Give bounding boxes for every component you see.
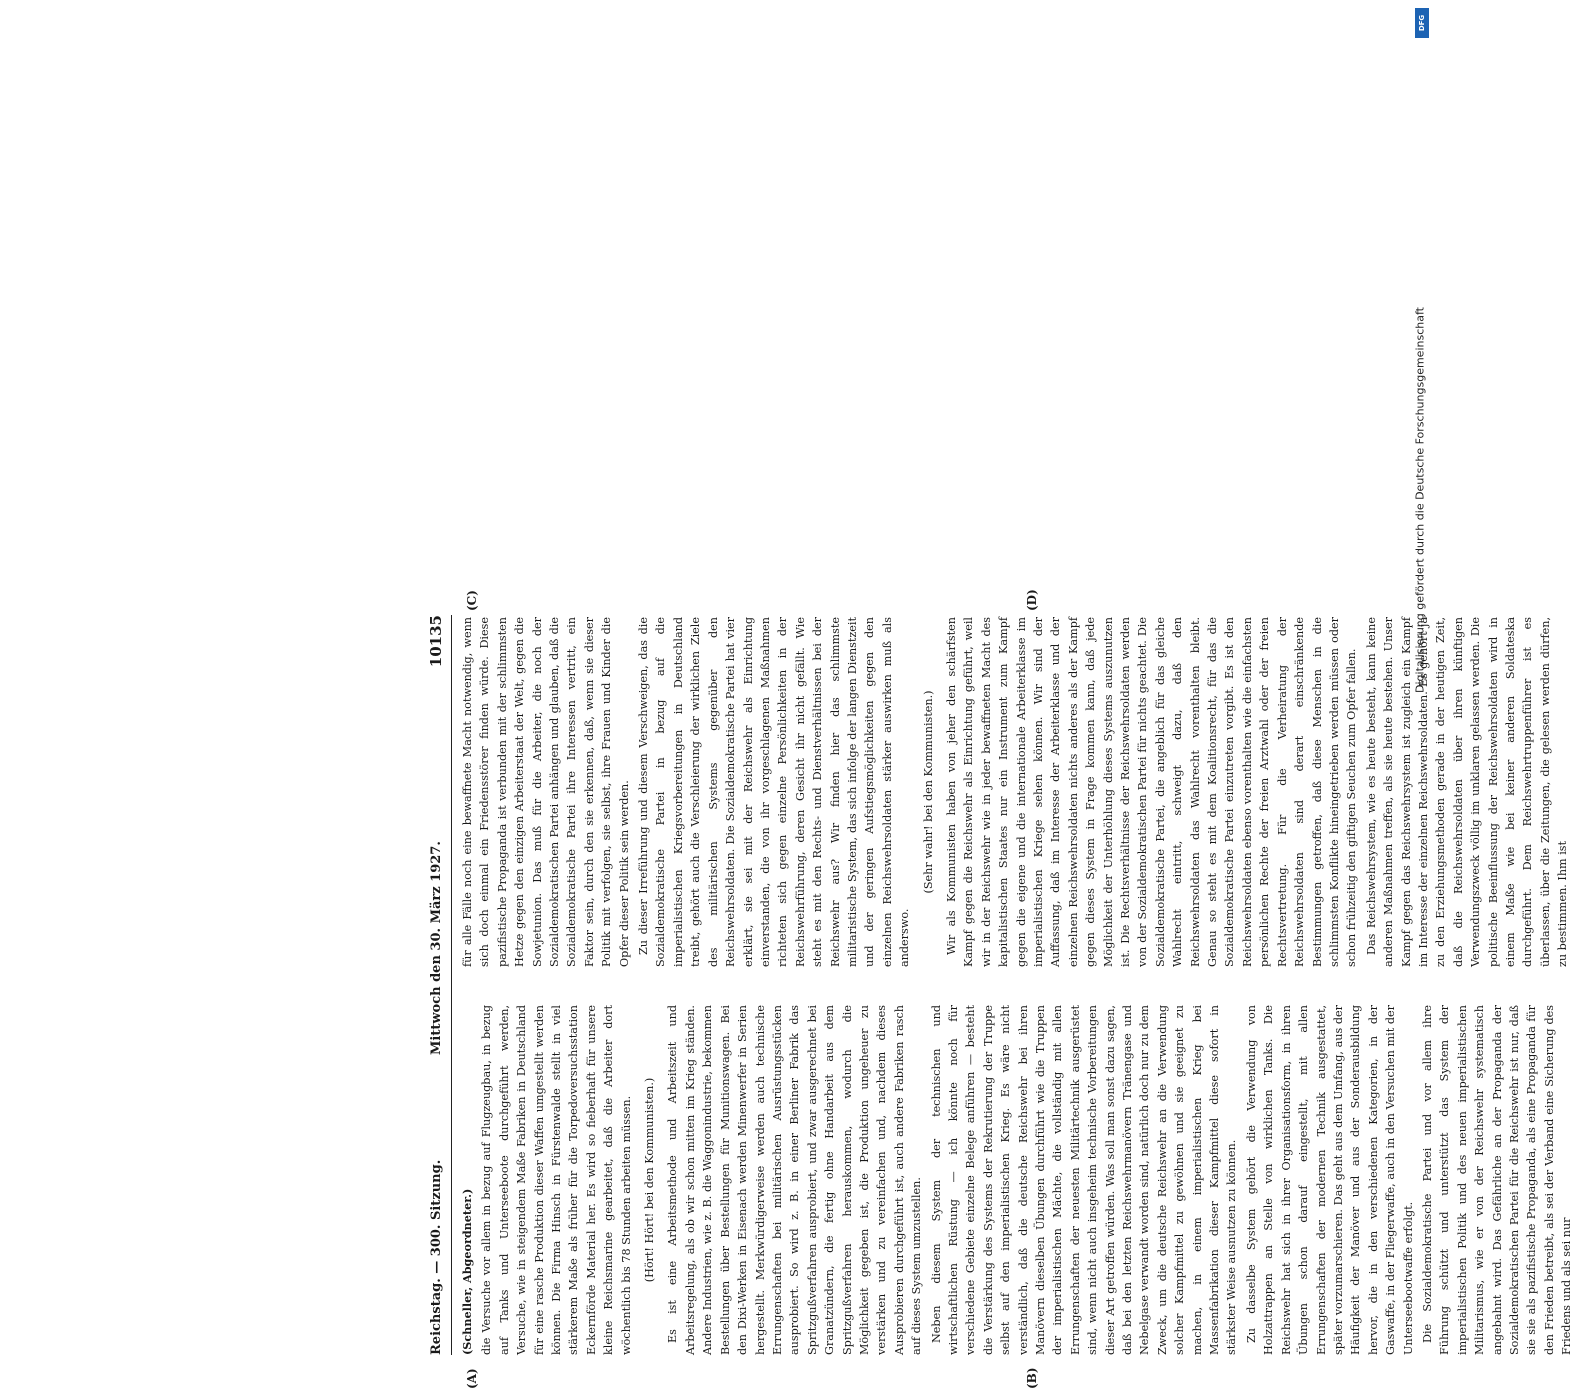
margin-letter-b: (B)	[1025, 1367, 1039, 1389]
margin-letter-c: (C)	[465, 590, 479, 611]
page-header	[425, 615, 452, 1355]
left-paragraph: Neben diesem System der technischen und wirtschaftlichen Rüstung — ich könnte noch für verschiedene Gebiete einzelne Belege anführen — besteht die Verstärkung des Systems der Rekrutierung der Truppe selbst auf den imperialistischen Krieg. Es wäre nicht verständlich, daß die deutsche Reichswehr bei ihren Manövern dieselben Übungen durchführt wie die Truppen der imperialistischen Mächte, die vollständig mit allen Errungenschaften der neuesten Militärtechnik ausgerüstet sind, wenn nicht auch insgeheim technische Vorbereitungen dieser Art getroffen würden. Was soll man sonst dazu sagen, daß bei den letzten Reichswehrmanövern Tränengase und Nebelgase verwandt worden sind, natürlich doch nur zu dem Zweck, um die deutsche Reichswehr an die Verwendung solcher Kampfmittel zu gewöhnen und sie geeignet zu machen, in einem imperialistischen Krieg bei Massenfabrikation dieser Kampfmittel diese sofort in stärkster Weise ausnutzen zu können.	[929, 1005, 1239, 1355]
right-paragraph: Wir als Kommunisten haben von jeher den schärfsten Kampf gegen die Reichswehr als Einrichtung geführt, weil wir in der Reichswehr wie in jeder bewaffneten Macht des kapitalistischen Staates nur ein Instrument zum Kampf gegen die eigene und die internationale Arbeiterklasse im imperialistischen Kriege sehen können. Wir sind der Auffassung, daß im Interesse der Arbeiterklasse und der einzelnen Reichswehrsoldaten nichts anderes als der Kampf gegen dieses System in Frage kommen kann, daß jede Möglichkeit der Unterhöhlung dieses Systems auszunutzen ist. Die Rechtsverhältnisse der Reichswehrsoldaten werden von der Sozialdemokratischen Partei für nichts geachtet. Die Sozialdemokratische Partei, die angeblich für das gleiche Wahlrecht eintritt, schweigt dazu, daß den Reichswehrsoldaten das Wahlrecht vorenthalten bleibt. Genau so steht es mit dem Koalitionsrecht, für das die Sozialdemokratische Partei einzutreten vorgibt. Es ist den Reichswehrsoldaten ebenso vorenthalten wie die einfachsten persönlichen Rechte der freien Arztwahl oder der freien Rechtsvertretung. Für die Verheiratung der Reichswehrsoldaten sind derart einschränkende Bestimmungen getroffen, daß diese Menschen in die schlimmsten Konflikte hineingetrieben werden müssen oder schon frühzeitig den giftigen Seuchen zum Opfer fallen.	[944, 617, 1359, 967]
page-number: 10135	[427, 615, 445, 668]
page-content	[425, 589, 1574, 1389]
margin-letter-a: (A)	[465, 1368, 479, 1389]
digitization-credit-text: Digitalisierung gefördert durch die Deutsche Forschungsgemeinschaft	[1413, 307, 1427, 693]
interjection: (Hört! Hört! bei den Kommunisten.)	[643, 1077, 657, 1283]
right-paragraph: für alle Fälle noch eine bewaffnete Macht notwendig, wenn sich doch einmal ein Friedensstörer finden würde. Diese pazifistische Propaganda ist verbunden mit der schlimmsten Hetze gegen den einzigen Arbeiterstaat der Welt, gegen die Sowjetunion. Das muß für die Arbeiter, die noch der Sozialdemokratischen Partei anhängen und glauben, daß die Sozialdemokratische Partei ihre Interessen vertritt, ein Faktor sein, durch den sie erkennen, daß, wenn sie dieser Politik mit verfolgen, sie selbst, ihre Frauen und Kinder die Opfer dieser Politik sein werden.	[461, 617, 631, 967]
right-column	[459, 617, 1574, 967]
margin-letter-d: (D)	[1025, 589, 1039, 611]
header-left: Reichstag. — 300. Sitzung.	[429, 1159, 444, 1355]
header-date: Mittwoch den 30. März 1927.	[429, 841, 444, 1055]
right-paragraph: Zu dieser Irreführung und diesem Verschweigen, das die Sozialdemokratische Partei in bezug auf die imperialistischen Kriegsvorbereitungen in Deutschland treibt, gehört auch die Verschleierung der wirklichen Ziele des militärischen Systems gegenüber den Reichswehrsoldaten. Die Sozialdemokratische Partei hat vier erklärt, sie sei mit der Reichswehr als Einrichtung einverstanden, die von ihr vorgeschlagenen Maßnahmen richteten sich gegen einzelne Persönlichkeiten in der Reichswehrführung, deren Gesicht ihr nicht gefällt. Wie steht es mit den Rechts- und Dienstverhältnissen bei der Reichswehr aus? Wir finden hier das schlimmste militaristische System, das sich infolge der langen Dienstzeit und der geringen Aufstiegsmöglichkeiten gegen den einzelnen Reichswehrsoldaten stärker auswirken muß als anderswo.	[637, 617, 912, 967]
left-paragraph: Die Sozialdemokratische Partei und vor allem ihre Führung schützt und unterstützt das System der imperialistischen Politik und des neuen imperialistischen Militarismus, wie er von der Reichswehr systematisch angebahnt wird. Das Gefährliche an der Propaganda der Sozialdemokratischen Partei für die Reichswehr ist nur, daß sie sie als pazifistische Propaganda, als eine Propaganda für den Frieden betreibt, als sei der Verband eine Sicherung des Friedens und als sei nur	[1420, 1005, 1574, 1355]
digitization-credit	[1412, 10, 1428, 990]
left-paragraph: Zu dasselbe System gehört die Verwendung von Holzattrappen an Stelle von wirklichen Tanks. Die Reichswehr hat sich in ihrer Organisationsform, in ihren Übungen schon darauf eingestellt, mit allen Errungenschaften der modernen Technik ausgestattet, später vorzumarschieren. Das geht aus dem Umfang, aus der Häufigkeit der Manöver und aus der Sonderausbildung hervor, die in den verschiedenen Kategorien, in der Gaswaffe, in der Fliegerwaffe, auch in den Versuchen mit der Unterseebootwaffe erfolgt.	[1244, 1005, 1415, 1355]
left-paragraph: die Versuche vor allem in bezug auf Flugzeugbau, in bezug auf Tanks und Unterseeboote durchgeführt werden, Versuche, wie in steigendem Maße Fabriken in Deutschland für eine rasche Produktion dieser Waffen umgestellt werden können. Die Firma Hinsch in Fürstenwalde stellt in viel stärkerem Maße als früher für die Torpedoversuchsstation Eckernförde Material her. Es wird so fieberhaft für unsere kleine Reichsmarine gearbeitet, daß die Arbeiter dort wöchentlich bis 78 Stunden arbeiten müssen.	[480, 1005, 633, 1355]
speaker-label: (Schneller, Abgeordneter.)	[460, 1188, 474, 1355]
interjection: (Sehr wahr! bei den Kommunisten.)	[921, 690, 935, 894]
left-paragraph: Es ist eine Arbeitsmethode und Arbeitszeit und Arbeitsregelung, als ob wir schon mitten im Krieg ständen. Andere Industrien, wie z. B. die Waggonindustrie, bekommen Bestellungen über Bestellungen für Munitionswagen. Bei den Dixi-Werken in Eisenach werden Minenwerfer in Serien hergestellt. Merkwürdigerweise werden auch technische Errungenschaften bei militärischen Ausrüstungsstücken ausprobiert. So wird z. B. in einer Berliner Fabrik das Spritzgußverfahren ausprobiert, und zwar ausgerechnet bei Granatzündern, die fertig ohne Handarbeit aus dem Spritzgußverfahren herauskommen, wodurch die Möglichkeit gegeben ist, die Produktion ungeheuer zu verstärken und zu vereinfachen und, nachdem dieses Ausprobieren durchgeführt ist, auch andere Fabriken rasch auf dieses System umzustellen.	[666, 1005, 924, 1355]
left-column	[459, 1005, 1578, 1355]
right-paragraph: Das Reichswehrsystem, wie es heute besteht, kann keine anderen Maßnahmen treffen, als sie heute bestehen. Unser Kampf gegen das Reichswehrsystem ist zugleich ein Kampf im Interesse der einzelnen Reichswehrsoldaten. Es gehört ja zu den Erziehungsmethoden gerade in der heutigen Zeit, daß die Reichswehrsoldaten über ihren künftigen Verwendungszweck völlig im unklaren gelassen werden. Die politische Beeinflussung der Reichswehrsoldaten wird in einem Maße wie bei keiner anderen Soldateska durchgeführt. Dem Reichswehrtruppenführer ist es überlassen, über die Zeitungen, die gelesen werden dürfen, zu bestimmen. Ihm ist	[1364, 617, 1570, 967]
dfg-logo-text: DFG	[1418, 14, 1426, 32]
